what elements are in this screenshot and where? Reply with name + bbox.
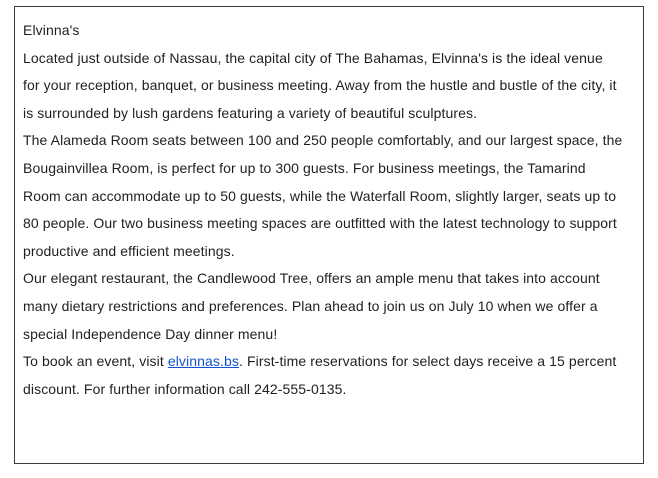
paragraph-intro: Located just outside of Nassau, the capital city of The Bahamas, Elvinna's is the ideal venue for your reception, banquet, or business meeting. Away from the hustle and bustle of the city, it is surrounded by lush gardens featuring a variety of beautiful sculptures. xyxy=(23,49,617,121)
document-frame xyxy=(14,6,644,464)
paragraph-restaurant: Our elegant restaurant, the Candlewood Tree, offers an ample menu that takes into account many dietary restrictions and preferences. Plan ahead to join us on July 10 when we offer a special Independence Day dinner menu! xyxy=(23,270,600,342)
booking-prefix: To book an event, visit xyxy=(23,353,168,370)
document-title: Elvinna's xyxy=(23,22,80,38)
booking-suffix: . First-time reservations for select days receive a 15 percent discount. For further information call 242-555-0135. xyxy=(23,353,617,397)
document-body xyxy=(23,17,623,403)
paragraph-rooms: The Alameda Room seats between 100 and 250 people comfortably, and our largest space, the Bougainvillea Room, is perfect for up to 300 guests. For business meetings, the Tamarind Room can accommodate up to 50 guests, while the Waterfall Room, slightly larger, seats up to 80 people. Our two business meeting spaces are outfitted with the latest technology to support productive and efficient meetings. xyxy=(23,132,623,259)
website-link[interactable]: elvinnas.bs xyxy=(167,353,239,370)
paragraph-booking xyxy=(23,348,623,403)
